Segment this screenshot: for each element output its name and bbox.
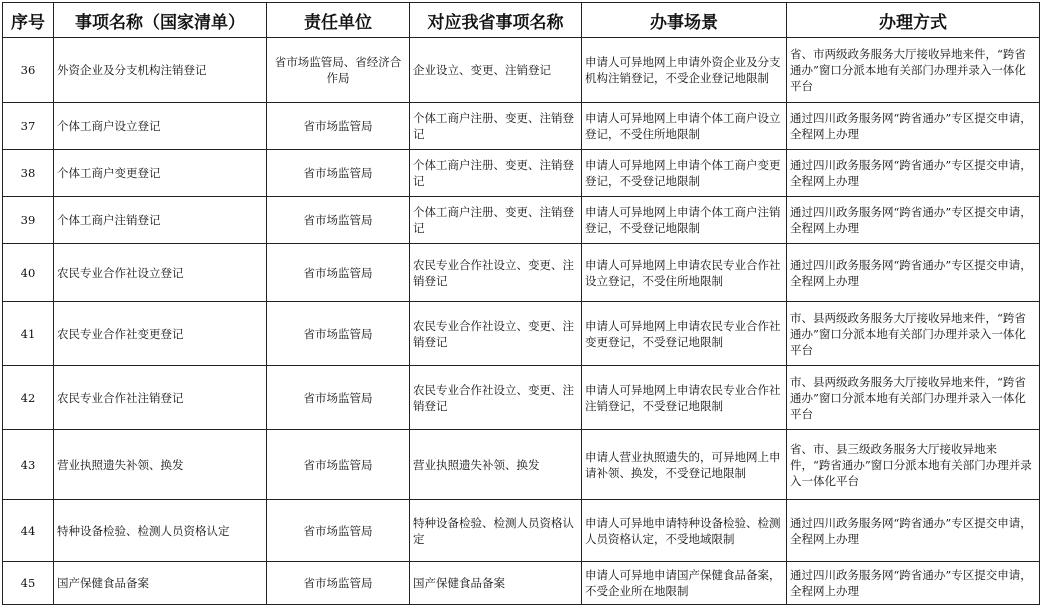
row-num: 36	[3, 38, 54, 103]
row-item-name: 国产保健食品备案	[54, 562, 267, 605]
row-scenario: 申请人可异地网上申请个体工商户变更登记，不受登记地限制	[582, 150, 787, 197]
row-province-item: 国产保健食品备案	[410, 562, 582, 605]
table-row	[3, 430, 1040, 500]
row-responsible-unit: 省市场监管局	[267, 430, 410, 500]
row-num: 40	[3, 244, 54, 302]
row-item-name: 农民专业合作社变更登记	[54, 302, 267, 366]
row-province-item: 农民专业合作社设立、变更、注销登记	[410, 366, 582, 430]
row-responsible-unit: 省市场监管局	[267, 244, 410, 302]
row-scenario: 申请人可异地申请特种设备检验、检测人员资格认定，不受地域限制	[582, 500, 787, 562]
row-province-item: 特种设备检验、检测人员资格认定	[410, 500, 582, 562]
row-method: 通过四川政务服务网“跨省通办”专区提交申请，全程网上办理	[787, 244, 1040, 302]
row-province-item: 营业执照遗失补领、换发	[410, 430, 582, 500]
header-num: 序号	[3, 3, 54, 38]
row-responsible-unit: 省市场监管局	[267, 103, 410, 150]
row-responsible-unit: 省市场监管局	[267, 150, 410, 197]
row-scenario: 申请人可异地网上申请外资企业及分支机构注销登记，不受企业登记地限制	[582, 38, 787, 103]
row-num: 43	[3, 430, 54, 500]
row-num: 39	[3, 197, 54, 244]
row-province-item: 农民专业合作社设立、变更、注销登记	[410, 244, 582, 302]
row-item-name: 个体工商户变更登记	[54, 150, 267, 197]
row-method: 省、市两级政务服务大厅接收异地来件，“跨省通办”窗口分派本地有关部门办理并录入一体化平台	[787, 38, 1040, 103]
row-responsible-unit: 省市场监管局	[267, 302, 410, 366]
row-province-item: 企业设立、变更、注销登记	[410, 38, 582, 103]
table-row	[3, 150, 1040, 197]
row-province-item: 个体工商户注册、变更、注销登记	[410, 197, 582, 244]
row-method: 市、县两级政务服务大厅接收异地来件，“跨省通办”窗口分派本地有关部门办理并录入一体化平台	[787, 302, 1040, 366]
row-method: 省、市、县三级政务服务大厅接收异地来件，“跨省通办”窗口分派本地有关部门办理并录入一体化平台	[787, 430, 1040, 500]
header-method: 办理方式	[787, 3, 1040, 38]
row-responsible-unit: 省市场监管局	[267, 197, 410, 244]
row-method: 通过四川政务服务网“跨省通办”专区提交申请，全程网上办理	[787, 103, 1040, 150]
row-num: 41	[3, 302, 54, 366]
row-scenario: 申请人可异地网上申请农民专业合作社注销登记，不受登记地限制	[582, 366, 787, 430]
row-item-name: 个体工商户设立登记	[54, 103, 267, 150]
table-row	[3, 244, 1040, 302]
row-num: 37	[3, 103, 54, 150]
row-province-item: 个体工商户注册、变更、注销登记	[410, 150, 582, 197]
header-scenario: 办事场景	[582, 3, 787, 38]
row-scenario: 申请人可异地网上申请个体工商户设立登记，不受住所地限制	[582, 103, 787, 150]
row-scenario: 申请人可异地网上申请个体工商户注销登记，不受登记地限制	[582, 197, 787, 244]
row-method: 市、县两级政务服务大厅接收异地来件，“跨省通办”窗口分派本地有关部门办理并录入一体化平台	[787, 366, 1040, 430]
row-num: 44	[3, 500, 54, 562]
row-method: 通过四川政务服务网“跨省通办”专区提交申请，全程网上办理	[787, 197, 1040, 244]
row-responsible-unit: 省市场监管局	[267, 500, 410, 562]
row-num: 42	[3, 366, 54, 430]
row-method: 通过四川政务服务网“跨省通办”专区提交申请，全程网上办理	[787, 150, 1040, 197]
row-scenario: 申请人可异地网上申请农民专业合作社变更登记，不受登记地限制	[582, 302, 787, 366]
row-responsible-unit: 省市场监管局、省经济合作局	[267, 38, 410, 103]
table-row	[3, 562, 1040, 605]
header-responsible-unit: 责任单位	[267, 3, 410, 38]
row-item-name: 营业执照遗失补领、换发	[54, 430, 267, 500]
row-scenario: 申请人可异地网上申请农民专业合作社设立登记，不受住所地限制	[582, 244, 787, 302]
table-row	[3, 38, 1040, 103]
table-row	[3, 500, 1040, 562]
row-item-name: 个体工商户注销登记	[54, 197, 267, 244]
row-responsible-unit: 省市场监管局	[267, 366, 410, 430]
row-province-item: 个体工商户注册、变更、注销登记	[410, 103, 582, 150]
table-row	[3, 197, 1040, 244]
table-row	[3, 103, 1040, 150]
row-method: 通过四川政务服务网“跨省通办”专区提交申请，全程网上办理	[787, 562, 1040, 605]
row-method: 通过四川政务服务网“跨省通办”专区提交申请，全程网上办理	[787, 500, 1040, 562]
row-scenario: 申请人营业执照遗失的，可异地网上申请补领、换发，不受登记地限制	[582, 430, 787, 500]
table-header-row	[3, 3, 1040, 38]
header-item-name: 事项名称（国家清单）	[54, 3, 267, 38]
row-num: 38	[3, 150, 54, 197]
row-province-item: 农民专业合作社设立、变更、注销登记	[410, 302, 582, 366]
table-row	[3, 302, 1040, 366]
row-item-name: 特种设备检验、检测人员资格认定	[54, 500, 267, 562]
row-item-name: 外资企业及分支机构注销登记	[54, 38, 267, 103]
table-row	[3, 366, 1040, 430]
header-province-item: 对应我省事项名称	[410, 3, 582, 38]
row-item-name: 农民专业合作社注销登记	[54, 366, 267, 430]
row-responsible-unit: 省市场监管局	[267, 562, 410, 605]
services-table	[2, 2, 1040, 605]
row-num: 45	[3, 562, 54, 605]
row-item-name: 农民专业合作社设立登记	[54, 244, 267, 302]
row-scenario: 申请人可异地申请国产保健食品备案，不受企业所在地限制	[582, 562, 787, 605]
